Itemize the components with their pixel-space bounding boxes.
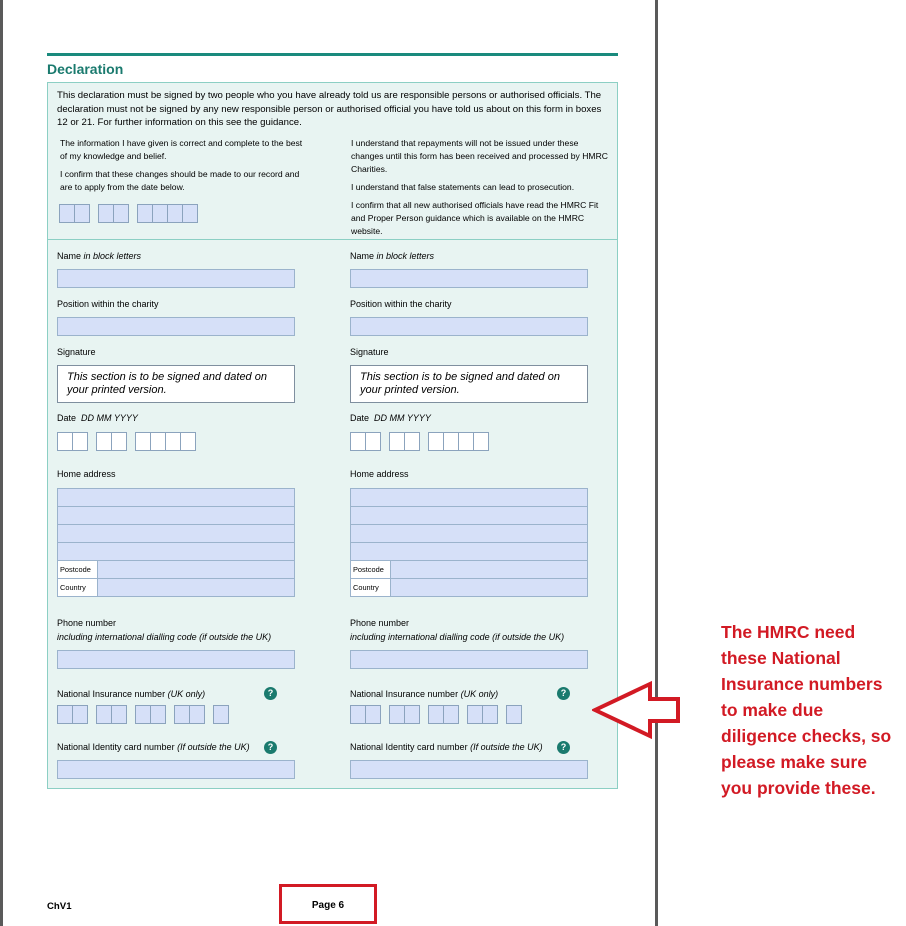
name-field-1[interactable] <box>57 269 295 288</box>
date-cells-1[interactable] <box>57 432 195 451</box>
section-rule <box>47 53 618 56</box>
statement: I confirm that these changes should be made to our record and are to apply from the date below. <box>60 169 300 192</box>
position-field-2[interactable] <box>350 317 588 336</box>
name-label-1: Name in block letters <box>57 251 142 261</box>
home-address-fields-2[interactable] <box>350 488 588 596</box>
signature-label-1: Signature <box>57 347 96 357</box>
help-icon[interactable]: ? <box>557 741 570 754</box>
phone-label-2: Phone number <box>350 618 410 628</box>
position-label-2: Position within the charity <box>350 299 452 309</box>
phone-hint-2: including international dialling code (if outside the UK) <box>350 632 565 642</box>
statement: The information I have given is correct and complete to the best of my knowledge and belief. <box>60 138 303 161</box>
date-label-2: Date DD MM YYYY <box>350 413 431 423</box>
declaration-intro: This declaration must be signed by two people who you have already told us are responsible persons or authorised officials. The declaration must not be signed by any new responsible person or authorised official you have told us about on this form in boxes 12 or 21. For further information on this see the guidance. <box>57 90 602 128</box>
statements-right <box>351 137 609 243</box>
nino-label-1: National Insurance number (UK only) <box>57 689 206 699</box>
country-label-1: Country <box>58 579 98 596</box>
home-address-label-1: Home address <box>57 469 116 479</box>
statements-left <box>60 137 310 199</box>
statement: I confirm that all new authorised officials have read the HMRC Fit and Proper Person guidance which is available on the HMRC website. <box>351 200 599 236</box>
statement: I understand that false statements can lead to prosecution. <box>351 182 575 192</box>
name-label-2: Name in block letters <box>350 251 435 261</box>
help-icon[interactable]: ? <box>264 687 277 700</box>
position-field-1[interactable] <box>57 317 295 336</box>
postcode-label-2: Postcode <box>351 561 391 578</box>
nino-cells-1[interactable] <box>57 705 228 724</box>
phone-label-1: Phone number <box>57 618 117 628</box>
declaration-statements-panel <box>47 82 618 240</box>
name-field-2[interactable] <box>350 269 588 288</box>
signatories-panel <box>47 240 618 789</box>
date-label-1: Date DD MM YYYY <box>57 413 138 423</box>
signature-box-1: This section is to be signed and dated on your printed version. <box>57 365 295 403</box>
nino-label-2: National Insurance number (UK only) <box>350 689 499 699</box>
signature-label-2: Signature <box>350 347 389 357</box>
signature-box-2: This section is to be signed and dated on your printed version. <box>350 365 588 403</box>
nid-field-1[interactable] <box>57 760 295 779</box>
statement: I understand that repayments will not be issued under these changes until this form has been received and processed by HMRC Charities. <box>351 138 608 174</box>
position-label-1: Position within the charity <box>57 299 159 309</box>
phone-field-2[interactable] <box>350 650 588 669</box>
home-address-label-2: Home address <box>350 469 409 479</box>
country-label-2: Country <box>351 579 391 596</box>
help-icon[interactable]: ? <box>557 687 570 700</box>
form-code: ChV1 <box>47 901 72 912</box>
phone-hint-1: including international dialling code (if outside the UK) <box>57 632 272 642</box>
page-number: Page 6 <box>311 900 345 911</box>
date-cells-2[interactable] <box>350 432 488 451</box>
statement-date-cells[interactable] <box>59 204 197 223</box>
nid-label-1: National Identity card number (If outside the UK) <box>57 742 250 752</box>
section-title: Declaration <box>47 61 124 77</box>
nino-cells-2[interactable] <box>350 705 521 724</box>
home-address-fields-1[interactable] <box>57 488 295 596</box>
page-number-highlight <box>279 884 377 924</box>
nid-field-2[interactable] <box>350 760 588 779</box>
phone-field-1[interactable] <box>57 650 295 669</box>
left-arrow-icon <box>592 680 682 740</box>
help-icon[interactable]: ? <box>264 741 277 754</box>
annotation-note: The HMRC need these National Insurance numbers to make due diligence checks, so please make sure you provide these. <box>721 622 892 798</box>
nid-label-2: National Identity card number (If outside the UK) <box>350 742 543 752</box>
postcode-label-1: Postcode <box>58 561 98 578</box>
